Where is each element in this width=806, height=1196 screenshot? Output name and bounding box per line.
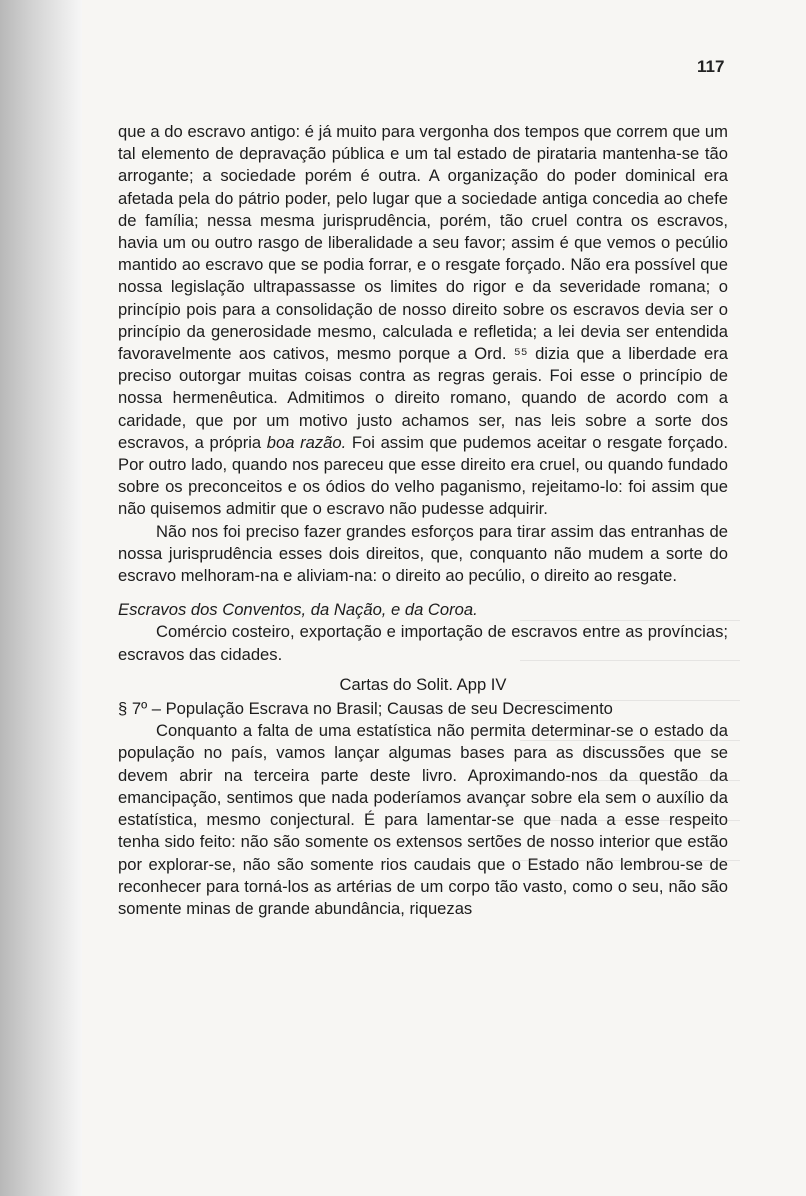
paragraph-4: Conquanto a falta de uma estatística não permita determinar-se o estado da população no país, vamos lançar algumas bases para as discussões que se devem abrir na terceira parte deste livro. Aproximando-nos da questão da emancipação, sentimos que nada poderíamos avançar sobre ela sem o auxílio da estatística, mesmo conjectural. É para lamentar-se que nada a esse respeito tenha sido feito: não são somente os extensos sertões de nosso interior que estão por explorar-se, não são somente rios caudais que o Estado não lembrou-se de reconhecer para torná-los as artérias de um corpo tão vasto, como o seu, não são somente minas de grande abundância, riquezas <box>118 721 728 918</box>
scan-margin <box>0 0 82 1196</box>
bleed-through-line <box>520 700 740 701</box>
reference-line: Cartas do Solit. App IV <box>339 674 507 694</box>
section-heading: § 7º – População Escrava no Brasil; Causas de seu Decrescimento <box>118 699 613 719</box>
page-body <box>118 121 728 920</box>
paragraph-1-end: Foi assim que pudemos aceitar o resgate forçado. Por outro lado, quando nos pareceu que esse direito era cruel, ou quando fundado sobre os preconceitos e os ódios do velho paganismo, rejeitamo-lo: foi assim que não quisemos admitir que o escravo não pudesse adquirir. <box>118 432 728 519</box>
paragraph-1 <box>118 121 728 521</box>
paragraph-3: Comércio costeiro, exportação e importação de escravos entre as províncias; escravos das cidades. <box>118 622 728 664</box>
bleed-through-line <box>520 660 740 661</box>
paragraph-1-text: que a do escravo antigo: é já muito para vergonha dos tempos que correm que um tal elemento de depravação pública e um tal estado de pirataria mantenha-se tão arrogante; a sociedade porém é outra. A organização do poder dominical era afetada pela do pátrio poder, pelo lugar que a sociedade antiga concedia ao chefe de família; nessa mesma jurisprudência, porém, tão cruel contra os escravos, havia um ou outro rasgo de liberalidade a seu favor; assim é que vemos o pecúlio mantido ao escravo que se podia forrar, e o resgate forçado. Não era possível que nossa legislação ultrapassasse os limites do rigor e da severidade romana; o princípio pois para a consolidação de nosso direito sobre os escravos devia ser o princípio da generosidade mesmo, calculada e refletida; a lei devia ser entendida favoravelmente aos cativos, mesmo porque a Ord. ⁵⁵ dizia que a liberdade era preciso outorgar muitas coisas contra as regras gerais. Foi esse o princípio de nossa hermenêutica. Admitimos o direito romano, quando de acordo com a caridade, que por um motivo justo achamos ser, nas leis sobre a sorte dos escravos, a própria <box>118 122 728 452</box>
page-number: 117 <box>697 57 725 76</box>
bleed-through-line <box>520 620 740 621</box>
paragraph-1-italic: boa razão. <box>266 432 347 452</box>
bleed-through-line <box>520 820 740 821</box>
italic-heading: Escravos dos Conventos, da Nação, e da Coroa. <box>118 600 478 620</box>
paragraph-2: Não nos foi preciso fazer grandes esforços para tirar assim das entranhas de nossa jurisprudência esses dois direitos, que, conquanto não mudem a sorte do escravo melhoram-na e aliviam-na: o direito ao pecúlio, o direito ao resgate. <box>118 521 728 586</box>
bleed-through-line <box>520 860 740 861</box>
bleed-through-line <box>520 780 740 781</box>
bleed-through-line <box>520 740 740 741</box>
